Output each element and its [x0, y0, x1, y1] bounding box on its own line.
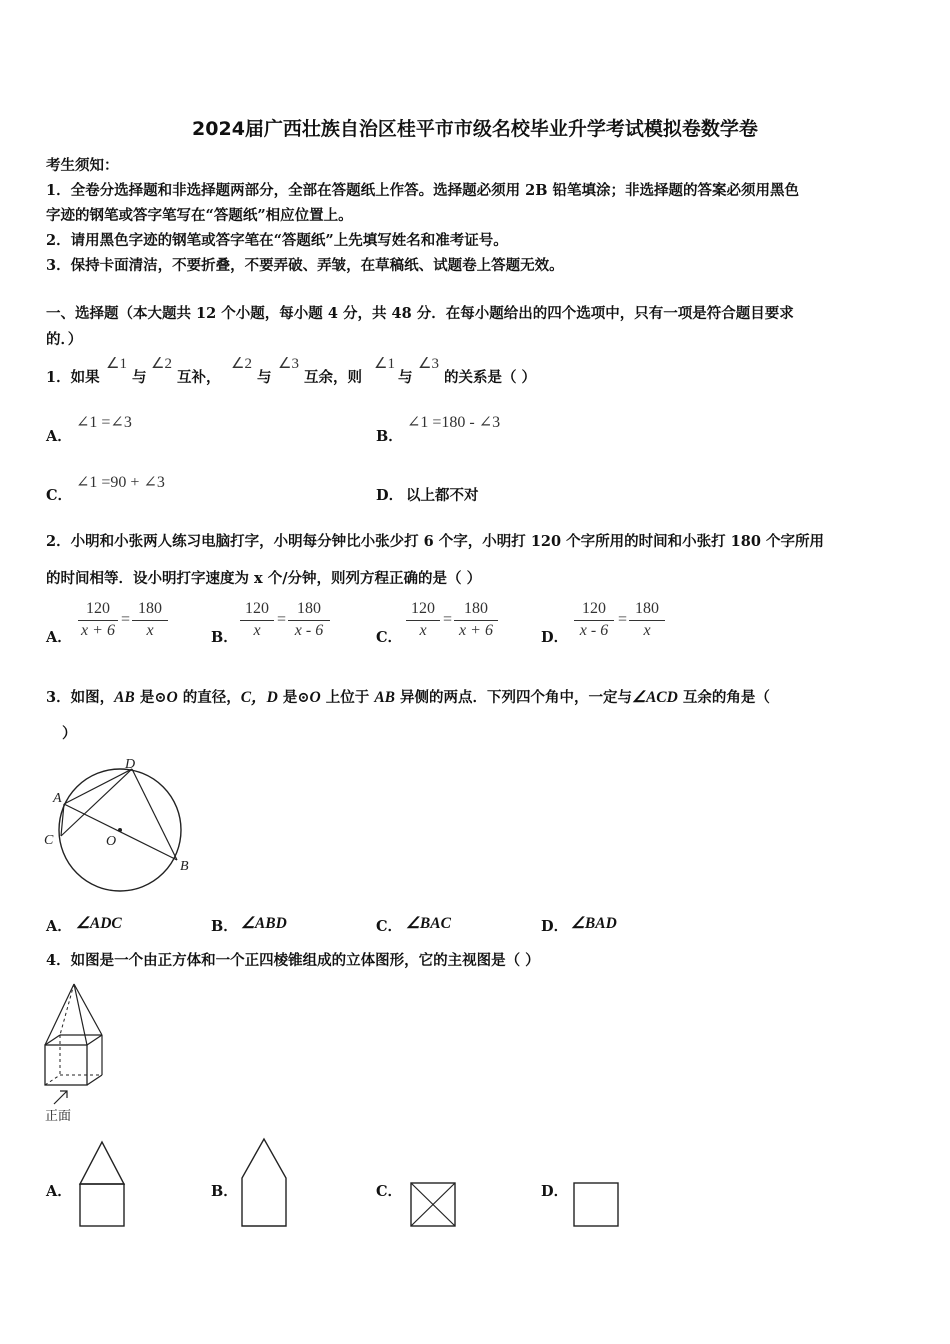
denominator: [574, 621, 614, 640]
option-a-formula: ∠1 =∠3: [76, 414, 132, 431]
q3-math: AB: [374, 689, 395, 706]
notice-line-4: 3．保持卡面清洁，不要折叠，不要弄破、弄皱，在草稿纸、试题卷上答题无效。: [46, 257, 564, 274]
label-o: O: [106, 834, 117, 849]
denominator-expr: x - 6: [579, 622, 609, 639]
label-a: A: [53, 791, 62, 806]
segment-db: [132, 769, 177, 860]
option-label-d[interactable]: D．: [541, 918, 569, 935]
numerator: 120: [78, 600, 118, 621]
numerator: 120: [574, 600, 614, 621]
q3-math: O: [166, 689, 178, 706]
equals-sign: =: [277, 611, 287, 628]
option-label-a[interactable]: A．: [46, 428, 72, 445]
option-label-c[interactable]: C．: [376, 629, 403, 646]
option-b-angle: ∠ABD: [241, 915, 287, 932]
numerator: 180: [629, 600, 665, 621]
q2-text-line-2: 的时间相等．设小明打字速度为 x 个/分钟，则列方程正确的是（ ）: [46, 570, 482, 587]
fraction: [629, 600, 665, 640]
notice-line-1: 1．全卷分选择题和非选择题两部分，全部在答题纸上作答。选择题必须用 2B 铅笔填涂；非选择题的答案必须用黑色: [46, 182, 800, 199]
circle-figure: [40, 752, 190, 897]
q2-text-line-1: 2．小明和小张两人练习电脑打字，小明每分钟比小张少打 6 个字，小明打 120 个字所用的时间和小张打 180 个字所用: [46, 533, 824, 550]
q1-angle: ∠1: [374, 356, 395, 372]
denominator-expr: x - 6: [294, 622, 324, 639]
cube-front: [45, 1045, 87, 1085]
numerator: 180: [454, 600, 498, 621]
pyramid-edge: [74, 984, 87, 1045]
equals-sign: =: [618, 611, 628, 628]
option-label-d[interactable]: D．: [541, 629, 569, 646]
fraction: [288, 600, 330, 640]
q1-text: 1．如果: [46, 369, 100, 386]
option-d-angle: ∠BAD: [571, 915, 617, 932]
numerator: 120: [240, 600, 274, 621]
denominator: [629, 621, 665, 640]
q1-angle: ∠2: [231, 356, 252, 372]
denominator-expr: x: [253, 622, 261, 639]
option-a-angle: ∠ADC: [76, 915, 122, 932]
q3-text: 的直径，: [177, 689, 241, 706]
fraction: [454, 600, 498, 640]
center-point: [118, 828, 122, 832]
triangle-shape: [80, 1142, 124, 1184]
solid-figure: [40, 978, 115, 1126]
q1-angle: ∠1: [106, 356, 127, 372]
fraction: [132, 600, 168, 640]
page-title: 2024届广西壮族自治区桂平市市级名校毕业升学考试模拟卷数学卷: [192, 118, 758, 140]
q1-angle: ∠3: [278, 356, 299, 372]
cube-edge: [87, 1075, 102, 1085]
denominator: [132, 621, 168, 640]
numerator: 180: [288, 600, 330, 621]
square-shape: [80, 1184, 124, 1226]
numerator: 180: [132, 600, 168, 621]
section-heading: 一、选择题（本大题共 12 个小题，每小题 4 分，共 48 分．在每小题给出的四个选项中，只有一项是符合题目要求: [46, 305, 794, 322]
option-a-figure[interactable]: [76, 1138, 128, 1230]
notice-line-3: 2．请用黑色字迹的钢笔或答字笔在“答题纸”上先填写姓名和准考证号。: [46, 232, 508, 249]
segment-ad: [64, 769, 132, 804]
front-label: 正面: [45, 1109, 72, 1124]
q4-text: 4．如图是一个由正方体和一个正四棱锥组成的立体图形，它的主视图是（ ）: [46, 952, 540, 969]
house-shape: [242, 1139, 286, 1226]
option-d-figure[interactable]: [571, 1180, 621, 1230]
fraction: [574, 600, 614, 640]
cube-edge: [87, 1035, 102, 1045]
q1-text: 互补，: [177, 369, 221, 386]
denominator: [454, 621, 498, 640]
q3-text: 是⊙: [134, 689, 167, 706]
option-label-a[interactable]: A．: [46, 629, 72, 646]
q3-math: AB: [114, 689, 135, 706]
equals-sign: =: [121, 611, 131, 628]
denominator-expr: x: [146, 622, 154, 639]
q1-text: 的关系是（ ）: [444, 369, 537, 386]
option-label-c[interactable]: C．: [376, 918, 403, 935]
q3-math: ∠ACD: [632, 689, 678, 706]
option-label-b[interactable]: B．: [211, 629, 238, 646]
q3-text: 异侧的两点．下列四个角中，一定与: [395, 689, 633, 706]
option-label-a[interactable]: A．: [46, 1183, 72, 1200]
q3-text: 互余的角是（: [677, 689, 770, 706]
label-d: D: [125, 757, 136, 772]
notice-line-2: 字迹的钢笔或答字笔写在“答题纸”相应位置上。: [46, 207, 353, 224]
option-label-c[interactable]: C．: [376, 1183, 403, 1200]
diameter-ab: [64, 804, 177, 860]
notice-heading: 考生须知：: [46, 157, 119, 174]
denominator: [240, 621, 274, 640]
fraction: [78, 600, 118, 640]
q3-math: C，D: [240, 689, 278, 706]
option-label-c[interactable]: C．: [46, 487, 73, 504]
denominator-expr: x: [643, 622, 651, 639]
option-c-angle: ∠BAC: [406, 915, 451, 932]
q1-text: 与: [132, 369, 147, 386]
option-label-b[interactable]: B．: [211, 918, 238, 935]
option-label-d[interactable]: D．: [376, 487, 404, 504]
option-b-formula: ∠1 =180 - ∠3: [407, 414, 501, 431]
option-b-figure[interactable]: [238, 1136, 290, 1230]
segment-cd: [61, 769, 132, 836]
label-b: B: [180, 859, 189, 874]
q1-angle: ∠3: [418, 356, 439, 372]
denominator: [78, 621, 118, 640]
cube-hidden-edge: [45, 1075, 60, 1085]
q3-text-line-1: [46, 685, 770, 707]
fraction: [240, 600, 274, 640]
q1-text: 与: [257, 369, 272, 386]
pyramid-edge: [74, 984, 102, 1035]
option-label-b[interactable]: B．: [376, 428, 403, 445]
option-c-formula: ∠1 =90 + ∠3: [76, 474, 165, 491]
q3-text: 3．如图，: [46, 689, 115, 706]
q1-angle: ∠2: [151, 356, 172, 372]
q3-text-line-2: ）: [62, 725, 77, 742]
q3-math: O: [309, 689, 321, 706]
option-c-figure[interactable]: [408, 1180, 458, 1230]
numerator: 120: [406, 600, 440, 621]
q1-text: 与: [398, 369, 413, 386]
option-d-text: 以上都不对: [406, 487, 479, 504]
q1-text: 互余，则: [304, 369, 362, 386]
view-arrow: [54, 1091, 67, 1104]
denominator: [288, 621, 330, 640]
denominator-expr: x + 6: [459, 622, 493, 639]
equals-sign: =: [443, 611, 453, 628]
q3-text: 是⊙: [277, 689, 310, 706]
option-label-a[interactable]: A．: [46, 918, 72, 935]
section-heading-cont: 的．）: [46, 331, 83, 348]
denominator-expr: x + 6: [81, 622, 115, 639]
denominator: [406, 621, 440, 640]
fraction: [406, 600, 440, 640]
square-shape: [574, 1183, 618, 1226]
q3-text: 上位于: [320, 689, 375, 706]
option-label-b[interactable]: B．: [211, 1183, 238, 1200]
denominator-expr: x: [419, 622, 427, 639]
option-label-d[interactable]: D．: [541, 1183, 569, 1200]
label-c: C: [44, 833, 54, 848]
